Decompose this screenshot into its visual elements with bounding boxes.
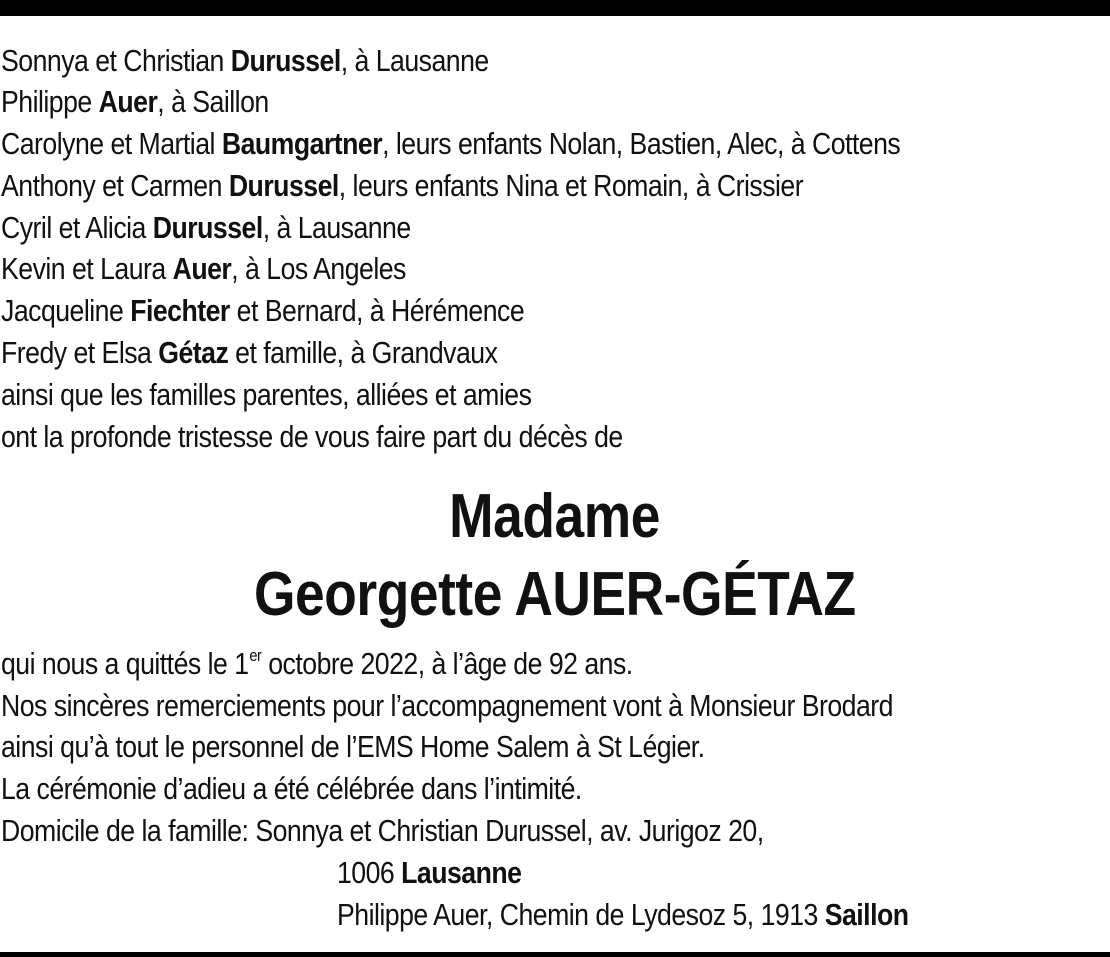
domicile-address-2: Philippe Auer, Chemin de Lydesoz 5, 1913 Saillon <box>337 897 909 932</box>
family-line-3: Carolyne et Martial Baumgartner, leurs enfants Nolan, Bastien, Alec, à Cottens <box>1 126 901 161</box>
death-line: qui nous a quittés le 1er octobre 2022, à l’âge de 92 ans. <box>1 646 633 681</box>
domicile-line: Domicile de la famille: Sonnya et Christian Durussel, av. Jurigoz 20, <box>1 813 764 848</box>
ceremony-line: La cérémonie d’adieu a été célébrée dans l’intimité. <box>1 771 582 806</box>
family-line-4: Anthony et Carmen Durussel, leurs enfants Nina et Romain, à Crissier <box>1 168 804 203</box>
thanks-line-1: Nos sincères remerciements pour l’accompagnement vont à Monsieur Brodard <box>1 688 893 723</box>
thanks-line-2: ainsi qu’à tout le personnel de l’EMS Home Salem à St Légier. <box>1 729 705 764</box>
deceased-title: Madame <box>449 482 661 551</box>
top-rule <box>0 0 1110 16</box>
bottom-rule <box>0 952 1110 957</box>
family-line-7: Jacqueline Fiechter et Bernard, à Hérémence <box>1 293 525 328</box>
family-line-1: Sonnya et Christian Durussel, à Lausanne <box>1 43 489 78</box>
domicile-address-1-city: 1006 Lausanne <box>337 855 522 890</box>
families-line: ainsi que les familles parentes, alliées et amies <box>1 377 532 412</box>
announce-line: ont la profonde tristesse de vous faire part du décès de <box>1 419 623 454</box>
family-line-2: Philippe Auer, à Saillon <box>1 84 269 119</box>
family-line-5: Cyril et Alicia Durussel, à Lausanne <box>1 210 411 245</box>
family-line-8: Fredy et Elsa Gétaz et famille, à Grandvaux <box>1 335 498 370</box>
deceased-name: Georgette AUER-GÉTAZ <box>254 560 856 629</box>
family-line-6: Kevin et Laura Auer, à Los Angeles <box>1 251 406 286</box>
